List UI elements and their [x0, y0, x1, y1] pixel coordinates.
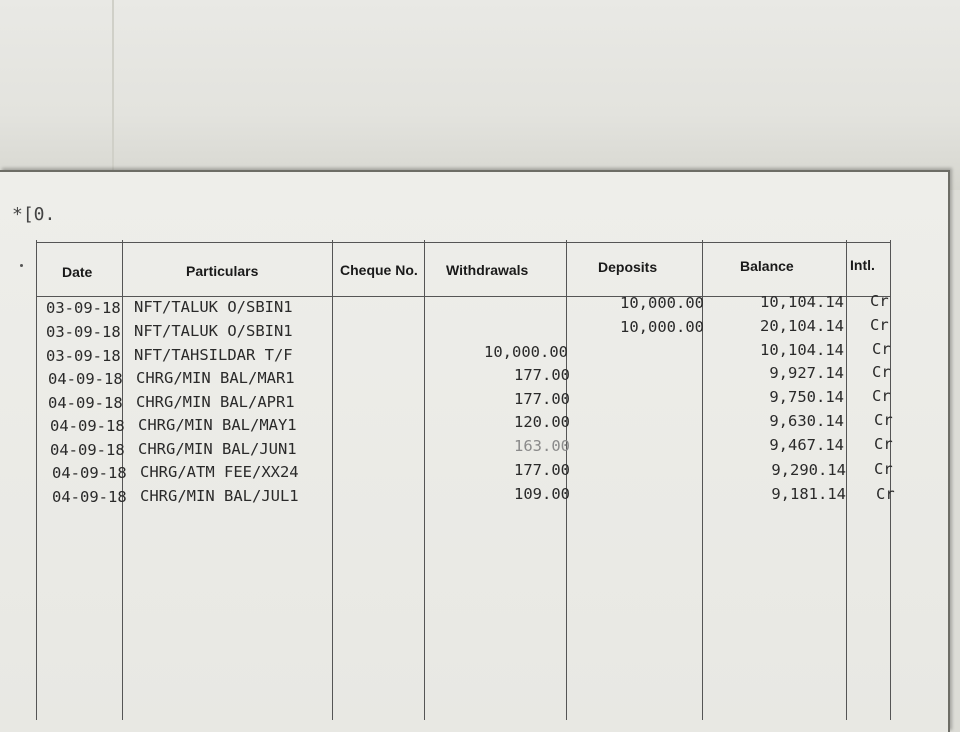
header-intl: Intl. [850, 257, 875, 273]
row-withdrawal: 177.00 [514, 390, 570, 408]
header-particulars: Particulars [186, 263, 259, 279]
row-intl: Cr [872, 363, 891, 381]
row-intl: Cr [876, 485, 895, 503]
row-balance: 9,927.14 [769, 364, 844, 382]
row-intl: Cr [870, 292, 889, 310]
column-divider [332, 240, 333, 720]
header-date: Date [62, 264, 93, 280]
row-intl: Cr [874, 411, 893, 429]
column-divider [890, 240, 891, 720]
row-intl: Cr [874, 460, 893, 478]
row-particulars: NFT/TAHSILDAR T/F [134, 346, 293, 364]
row-deposit: 10,000.00 [620, 294, 704, 312]
row-date: 04-09-18 [48, 370, 123, 388]
row-particulars: CHRG/MIN BAL/MAR1 [136, 369, 295, 387]
corner-mark: *[0. [12, 204, 56, 225]
column-divider [566, 240, 567, 720]
row-intl: Cr [872, 340, 891, 358]
row-balance: 20,104.14 [760, 317, 844, 335]
row-withdrawal: 10,000.00 [484, 343, 568, 361]
row-balance: 10,104.14 [760, 293, 844, 311]
header-deposits: Deposits [598, 259, 658, 275]
page-fold-line [112, 0, 114, 180]
header-cheque-no: Cheque No. [340, 262, 418, 278]
row-date: 03-09-18 [46, 347, 121, 365]
header-balance: Balance [740, 258, 794, 274]
row-particulars: CHRG/MIN BAL/APR1 [136, 393, 295, 411]
row-particulars: NFT/TALUK O/SBIN1 [134, 298, 293, 316]
row-balance: 9,290.14 [771, 461, 846, 479]
previous-page [0, 0, 960, 190]
row-withdrawal: 120.00 [514, 413, 570, 431]
row-withdrawal: 177.00 [514, 461, 570, 479]
row-date: 03-09-18 [46, 299, 121, 317]
row-date: 04-09-18 [52, 464, 127, 482]
column-divider [846, 240, 847, 720]
row-particulars: CHRG/MIN BAL/JUN1 [138, 440, 297, 458]
row-intl: Cr [874, 435, 893, 453]
row-date: 04-09-18 [50, 441, 125, 459]
row-balance: 9,181.14 [771, 485, 846, 503]
row-intl: Cr [872, 387, 891, 405]
row-particulars: CHRG/ATM FEE/XX24 [140, 463, 299, 481]
row-balance: 9,630.14 [769, 412, 844, 430]
row-particulars: CHRG/MIN BAL/MAY1 [138, 416, 297, 434]
row-date: 04-09-18 [50, 417, 125, 435]
row-date: 04-09-18 [48, 394, 123, 412]
header-withdrawals: Withdrawals [446, 262, 529, 278]
column-divider [36, 240, 37, 720]
row-balance: 10,104.14 [760, 341, 844, 359]
row-date: 03-09-18 [46, 323, 121, 341]
table-top-line [36, 242, 890, 243]
margin-dot [20, 264, 23, 267]
column-divider [424, 240, 425, 720]
row-particulars: NFT/TALUK O/SBIN1 [134, 322, 293, 340]
row-withdrawal: 109.00 [514, 485, 570, 503]
row-intl: Cr [870, 316, 889, 334]
row-withdrawal: 163.00 [514, 437, 570, 455]
row-deposit: 10,000.00 [620, 318, 704, 336]
row-date: 04-09-18 [52, 488, 127, 506]
row-balance: 9,750.14 [769, 388, 844, 406]
row-withdrawal: 177.00 [514, 366, 570, 384]
row-particulars: CHRG/MIN BAL/JUL1 [140, 487, 299, 505]
row-balance: 9,467.14 [769, 436, 844, 454]
